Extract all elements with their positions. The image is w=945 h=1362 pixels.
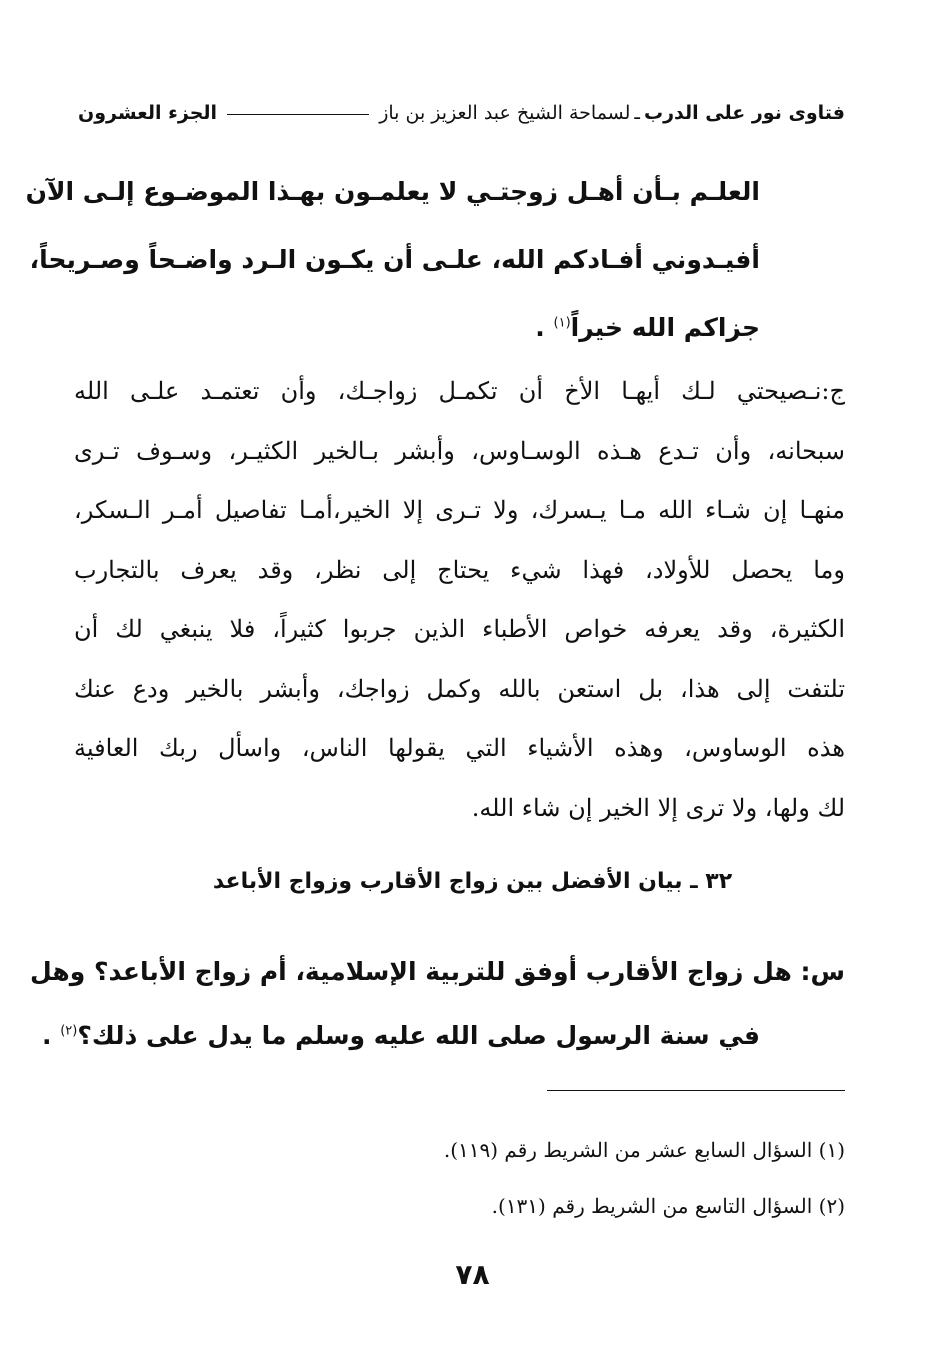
footnote-1: (١) السؤال السابع عشر من الشريط رقم (١١٩). [443, 1138, 845, 1162]
question-line-2-wrap [42, 1004, 760, 1068]
text-line: الكثيرة، وقد يعرفه خواص الأطباء الذين جربوا كثيراً، فلا ينبغي لك أن [74, 615, 845, 643]
header-separator: ـ [634, 102, 640, 124]
end-punct: . [42, 1021, 52, 1050]
section-heading: ٣٢ ـ بيان الأفضل بين زواج الأقارب وزواج الأباعد [212, 869, 733, 894]
question-line-2: في سنة الرسول صلى الله عليه وسلم ما يدل على ذلك؟ [77, 1021, 760, 1050]
text-line: ج:نـصيحتي لـك أيهـا الأخ أن تكمـل زواجـك، وأن تعتمـد علـى الله [74, 377, 845, 405]
end-punct: . [535, 313, 545, 342]
book-title: فتاوى نور على الدرب [644, 102, 845, 124]
author-name: لسماحة الشيخ عبد العزيز بن باز [379, 102, 631, 124]
answer-paragraph [74, 362, 845, 838]
text-line: تلتفت إلى هذا، بل استعن بالله وكمل زواجك، وأبشر بالخير ودع عنك [74, 674, 845, 703]
text-line-last [72, 294, 760, 362]
text-line: وما يحصل للأولاد، فهذا شيء يحتاج إلى نظر، وقد يعرف بالتجارب [74, 555, 845, 584]
question-continuation [25, 158, 760, 362]
text-line: أفيـدوني أفـادكم الله، علـى أن يكـون الـرد واضـحاً وصـريحاً، [29, 245, 760, 274]
text-line: جزاكم الله خيراً [570, 313, 760, 342]
question-block [30, 940, 845, 1068]
footnote-ref-2[interactable]: (٢) [60, 1023, 78, 1039]
text-line: منهـا إن شـاء الله مـا يـسرك، ولا تـرى إلا الخير،أمـا تفاصيل أمـر الـسكر، [74, 496, 845, 524]
question-line-1: س: هل زواج الأقارب أوفق للتربية الإسلامية، أم زواج الأباعد؟ وهل [30, 957, 845, 986]
text-line: العلـم بـأن أهـل زوجتـي لا يعلمـون بهـذا الموضـوع إلـى الآن [25, 177, 760, 206]
text-line: لك ولها، ولا ترى إلا الخير إن شاء الله. [471, 793, 845, 822]
page-number: ٧٨ [455, 1258, 490, 1291]
volume-label: الجزء العشرون [78, 102, 218, 124]
footnote-2: (٢) السؤال التاسع من الشريط رقم (١٣١). [491, 1194, 845, 1218]
footnotes [444, 1122, 845, 1234]
footnote-ref-1[interactable]: (١) [553, 315, 571, 331]
header-rule [227, 114, 369, 115]
text-line: هذه الوساوس، وهذه الأشياء التي يقولها الناس، واسأل ربك العافية [74, 734, 845, 762]
footnote-divider [547, 1090, 845, 1091]
running-header [78, 97, 845, 129]
text-line: سبحانه، وأن تـدع هـذه الوسـاوس، وأبشر بـالخير الكثيـر، وسـوف تـرى [74, 436, 845, 465]
